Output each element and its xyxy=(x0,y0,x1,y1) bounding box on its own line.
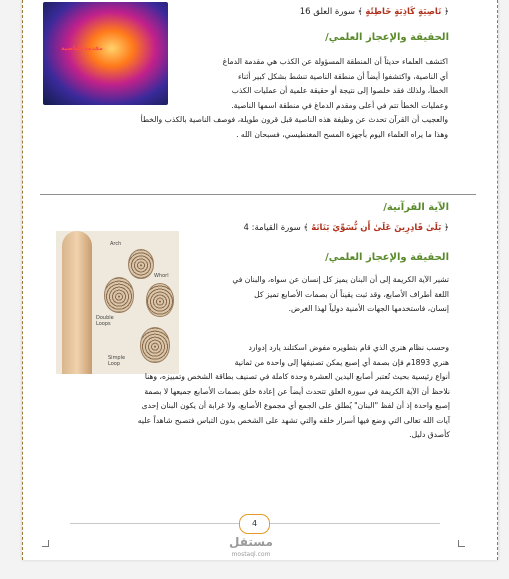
watermark-url: mostaql.com xyxy=(231,551,271,558)
whorl-print xyxy=(146,283,174,317)
corner-mark-left xyxy=(42,540,49,547)
watermark-logo: مستقل xyxy=(229,535,273,549)
section-heading: الحقيقة والإعجاز العلمي/ xyxy=(325,32,449,43)
paragraph-fingerprint-intro: تشير الآية الكريمة إلى أن البنان يميز كل إنسان عن سواه، والبنان في اللغة أطراف الأصابع، وقد ثبت يقيناً أن بصمات الأصابع تميز كل إنسان، فاستخدمها الجهات الأمنية دولياً لهذا الغرض. xyxy=(232,275,449,314)
whorl-label: Whorl xyxy=(154,273,169,279)
quran-text: نَاصِيَةٍ كَاذِبَةٍ خَاطِئَةٍ xyxy=(365,7,442,17)
finger-illustration xyxy=(62,231,92,374)
double-loop-print xyxy=(104,277,134,313)
divider xyxy=(40,194,476,195)
verse-surah-alaq: ﴿ نَاصِيَةٍ كَاذِبَةٍ خَاطِئَةٍ ﴾ سورة العلق 16 xyxy=(299,7,449,17)
verse-reference: سورة القيامة: 4 xyxy=(243,223,301,233)
quran-text: بَلَىٰ قَادِرِينَ عَلَىٰ أَن نُّسَوِّيَ بَنَانَهُ xyxy=(311,223,442,233)
section-heading: الحقيقة والإعجاز العلمي/ xyxy=(325,252,449,263)
paragraph-wide: والعجيب أن القرآن تحدث عن وظيفة هذه الناصية قبل قرون طويلة، فوصف الناصية بالكذب والخطأ وهذا ما يراه العلماء اليوم بأجهزة المسح المغنطيسي، فسبحان الله . xyxy=(140,115,448,139)
arch-print xyxy=(128,249,154,279)
verse-surah-qiyamah: ﴿ بَلَىٰ قَادِرِينَ عَلَىٰ أَن نُّسَوِّيَ بَنَانَهُ ﴾ سورة القيامة: 4 xyxy=(243,223,449,233)
simple-loop-print xyxy=(140,327,170,363)
paragraph-short: اكتشف العلماء حديثاً أن المنطقة المسؤولة عن الكذب هي مقدمة الدماغ أي الناصية، واكتشفوا أيضاً أن منطقة الناصية تنشط بشكل كبير أثناء الخطأ، ولذلك فقد خلصوا إلى نتيجة أو حقيقة علمية أن عمليات الكذب وعمليات الخطأ تتم في أعلى ومقدم الدماغ في منطقة اسمها الناصية. xyxy=(222,57,448,110)
paragraph-henry-wide: أنواع رئيسية بحيث تُعتبر أصابع اليدين العشرة وحدة كاملة في تصنيف بطاقة الشخص وتمييزه، وهنا نلاحظ أن الآية الكريمة في سورة العلق تتحدث أيضاً عن إعادة خلق بصمات الأصابع جميعها لا بصمة إصبع واحدة إذ أن لفظ "البنان" يُطلق على الجمع أي مجموع الأصابع، ولا غرابة أن يكون البنان إحدى آيات الله تعالى التي وضع فيها أسرار خلقه والتي تشهد على الشخص بدون التباس فتصبح شاهداً عليه كأصدق دليل. xyxy=(137,372,450,440)
page-number: 4 xyxy=(239,514,270,534)
verse-reference: سورة العلق 16 xyxy=(299,7,355,17)
fingerprint-image xyxy=(56,231,179,374)
paragraph-henry-short: وحسب نظام هنري الذي قام بتطويره مفوض اسكتلند يارد إدوارد هنري 1893م فإن بصمة أي إصبع يمكن تصنيفها إلى واحدة من ثمانية xyxy=(234,343,449,367)
brain-image-label: مقدمة الناصية xyxy=(61,45,103,52)
corner-mark-right xyxy=(458,540,465,547)
simple-loop-label: Simple Loop xyxy=(108,355,126,367)
double-loops-label: Double Loops xyxy=(96,315,114,327)
section-title: الآية القرآنية/ xyxy=(383,202,449,213)
arch-label: Arch xyxy=(110,241,122,247)
brain-image xyxy=(43,2,168,105)
